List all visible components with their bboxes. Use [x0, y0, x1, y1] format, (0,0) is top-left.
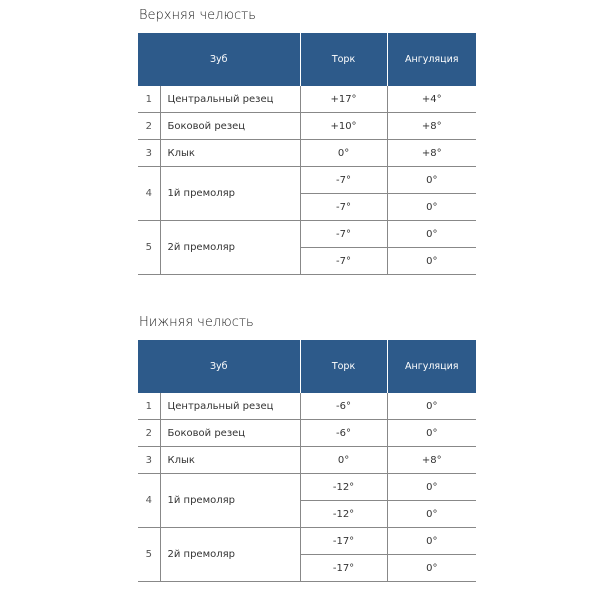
- tork-value: -6°: [300, 393, 387, 420]
- tork-value: -7°: [300, 221, 387, 248]
- tooth-name: Центральный резец: [160, 86, 300, 113]
- tork-value: -17°: [300, 528, 387, 555]
- angulation-value: 0°: [387, 221, 476, 248]
- table-row: [138, 221, 476, 248]
- table-row: [138, 420, 476, 447]
- tooth-name: Центральный резец: [160, 393, 300, 420]
- angulation-value: 0°: [387, 501, 476, 528]
- angulation-value: 0°: [387, 393, 476, 420]
- tooth-number: 2: [138, 113, 160, 140]
- tooth-number: 5: [138, 221, 160, 275]
- angulation-value: +8°: [387, 113, 476, 140]
- tork-value: 0°: [300, 140, 387, 167]
- header-angulation: Ангуляция: [387, 340, 476, 393]
- header-tork: Торк: [300, 340, 387, 393]
- header-tooth: Зуб: [138, 340, 300, 393]
- table-row: [138, 140, 476, 167]
- tork-value: -12°: [300, 474, 387, 501]
- tooth-number: 4: [138, 474, 160, 528]
- tooth-number: 4: [138, 167, 160, 221]
- angulation-value: +8°: [387, 447, 476, 474]
- tooth-number: 2: [138, 420, 160, 447]
- table-header-row: [138, 340, 476, 393]
- tooth-name: 2й премоляр: [160, 528, 300, 582]
- tooth-number: 3: [138, 447, 160, 474]
- tooth-name: Боковой резец: [160, 420, 300, 447]
- table-row: [138, 393, 476, 420]
- tooth-name: Клык: [160, 140, 300, 167]
- tork-value: -17°: [300, 555, 387, 582]
- tork-value: -7°: [300, 167, 387, 194]
- table-row: [138, 474, 476, 501]
- table-row: [138, 528, 476, 555]
- angulation-value: 0°: [387, 248, 476, 275]
- table-row: [138, 447, 476, 474]
- tooth-name: 1й премоляр: [160, 474, 300, 528]
- table-row: [138, 167, 476, 194]
- header-tork: Торк: [300, 33, 387, 86]
- tork-value: -7°: [300, 194, 387, 221]
- header-angulation: Ангуляция: [387, 33, 476, 86]
- tooth-number: 1: [138, 393, 160, 420]
- tooth-number: 1: [138, 86, 160, 113]
- angulation-value: +8°: [387, 140, 476, 167]
- angulation-value: 0°: [387, 474, 476, 501]
- angulation-value: 0°: [387, 420, 476, 447]
- tooth-name: Клык: [160, 447, 300, 474]
- tork-value: +10°: [300, 113, 387, 140]
- tooth-number: 3: [138, 140, 160, 167]
- upper-jaw-title: Верхняя челюсть: [139, 8, 256, 23]
- tooth-name: 1й премоляр: [160, 167, 300, 221]
- tork-value: -12°: [300, 501, 387, 528]
- tooth-name: Боковой резец: [160, 113, 300, 140]
- table-row: [138, 113, 476, 140]
- angulation-value: 0°: [387, 555, 476, 582]
- angulation-value: 0°: [387, 194, 476, 221]
- upper-jaw-table: [138, 33, 476, 275]
- tork-value: -6°: [300, 420, 387, 447]
- tork-value: 0°: [300, 447, 387, 474]
- tork-value: +17°: [300, 86, 387, 113]
- angulation-value: 0°: [387, 167, 476, 194]
- header-tooth: Зуб: [138, 33, 300, 86]
- lower-jaw-table: [138, 340, 476, 582]
- tork-value: -7°: [300, 248, 387, 275]
- angulation-value: 0°: [387, 528, 476, 555]
- table-header-row: [138, 33, 476, 86]
- table-row: [138, 86, 476, 113]
- tooth-number: 5: [138, 528, 160, 582]
- lower-jaw-title: Нижняя челюсть: [139, 315, 254, 330]
- tooth-name: 2й премоляр: [160, 221, 300, 275]
- angulation-value: +4°: [387, 86, 476, 113]
